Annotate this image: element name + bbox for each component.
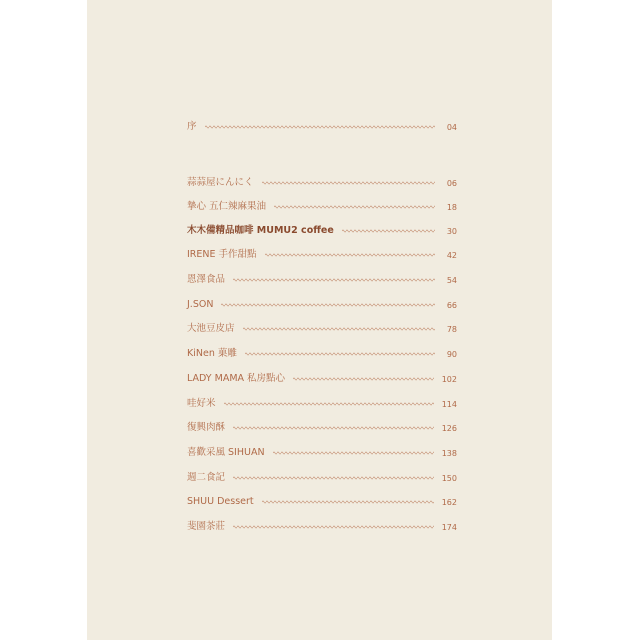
toc-entry-title: 復興肉酥 — [187, 422, 226, 433]
toc-entry-page: 126 — [441, 423, 457, 433]
toc-entry-row — [187, 494, 457, 510]
toc-entry-title: 恩澤食品 — [187, 274, 226, 285]
toc-entry-row — [187, 420, 457, 436]
toc-entry-title: 蒜蒜屋にんにく — [187, 177, 254, 188]
toc-leader-line — [245, 351, 435, 357]
toc-entry-title: 大池豆皮店 — [187, 323, 235, 334]
toc-entry-page: 18 — [446, 202, 457, 212]
toc-leader-line — [274, 204, 435, 210]
toc-entry-page: 114 — [441, 399, 457, 409]
toc-leader-line — [273, 450, 434, 456]
toc-entry-title: 摯心 五仁辣麻果油 — [187, 201, 267, 212]
toc-page — [87, 0, 552, 640]
toc-entry-title: J.SON — [187, 299, 214, 310]
toc-preface-row — [187, 119, 457, 135]
toc-leader-line — [262, 499, 434, 505]
toc-entry-title: 喜歡采風 SIHUAN — [187, 447, 265, 458]
toc-leader-line — [265, 252, 435, 258]
toc-leader-line — [243, 326, 435, 332]
toc-entry-row — [187, 321, 457, 337]
toc-entry-title: 木木備精品咖啡 MUMU2 coffee — [187, 225, 334, 236]
toc-entry-title: 哇好米 — [187, 398, 216, 409]
toc-entry-title: 斐園茶莊 — [187, 521, 226, 532]
toc-entry-row — [187, 396, 457, 412]
toc-preface-title: 序 — [187, 121, 197, 132]
toc-entry-page: 174 — [441, 522, 457, 532]
toc-entry-row — [187, 445, 457, 461]
toc-entry-row — [187, 272, 457, 288]
toc-leader-line — [233, 277, 435, 283]
toc-leader-line — [293, 376, 434, 382]
toc-leader-line — [262, 180, 435, 186]
toc-leader-line — [233, 475, 434, 481]
toc-entry-page: 150 — [441, 473, 457, 483]
toc-leader-line — [205, 124, 435, 130]
toc-entry-row — [187, 247, 457, 263]
toc-leader-line — [221, 302, 435, 308]
toc-entry-page: 30 — [446, 226, 457, 236]
toc-entry-page: 162 — [441, 497, 457, 507]
toc-entry-row — [187, 175, 457, 191]
toc-entry-row — [187, 519, 457, 535]
toc-leader-line — [342, 228, 435, 234]
toc-entry-page: 06 — [446, 178, 457, 188]
toc-entry-title: 週二食記 — [187, 472, 226, 483]
toc-entry-title: SHUU Dessert — [187, 496, 254, 507]
toc-entry-page: 138 — [441, 448, 457, 458]
toc-entry-page: 90 — [446, 349, 457, 359]
toc-entry-page: 42 — [446, 250, 457, 260]
toc-entry-page: 102 — [441, 374, 457, 384]
toc-entry-row — [187, 297, 457, 313]
toc-entry-page: 54 — [446, 275, 457, 285]
toc-entry-title: LADY MAMA 私房點心 — [187, 373, 286, 384]
toc-leader-line — [224, 401, 434, 407]
toc-entry-title: KiNen 菓雕 — [187, 348, 237, 359]
toc-entry-title: IRENE 手作甜點 — [187, 249, 257, 260]
toc-preface-page: 04 — [446, 122, 457, 132]
toc-leader-line — [233, 524, 434, 530]
toc-entry-row — [187, 346, 457, 362]
toc-entry-row — [187, 470, 457, 486]
toc-entry-page: 66 — [446, 300, 457, 310]
toc-entry-row — [187, 199, 457, 215]
toc-entry-row — [187, 371, 457, 387]
toc-leader-line — [233, 425, 434, 431]
toc-entry-page: 78 — [446, 324, 457, 334]
toc-entry-row — [187, 223, 457, 239]
